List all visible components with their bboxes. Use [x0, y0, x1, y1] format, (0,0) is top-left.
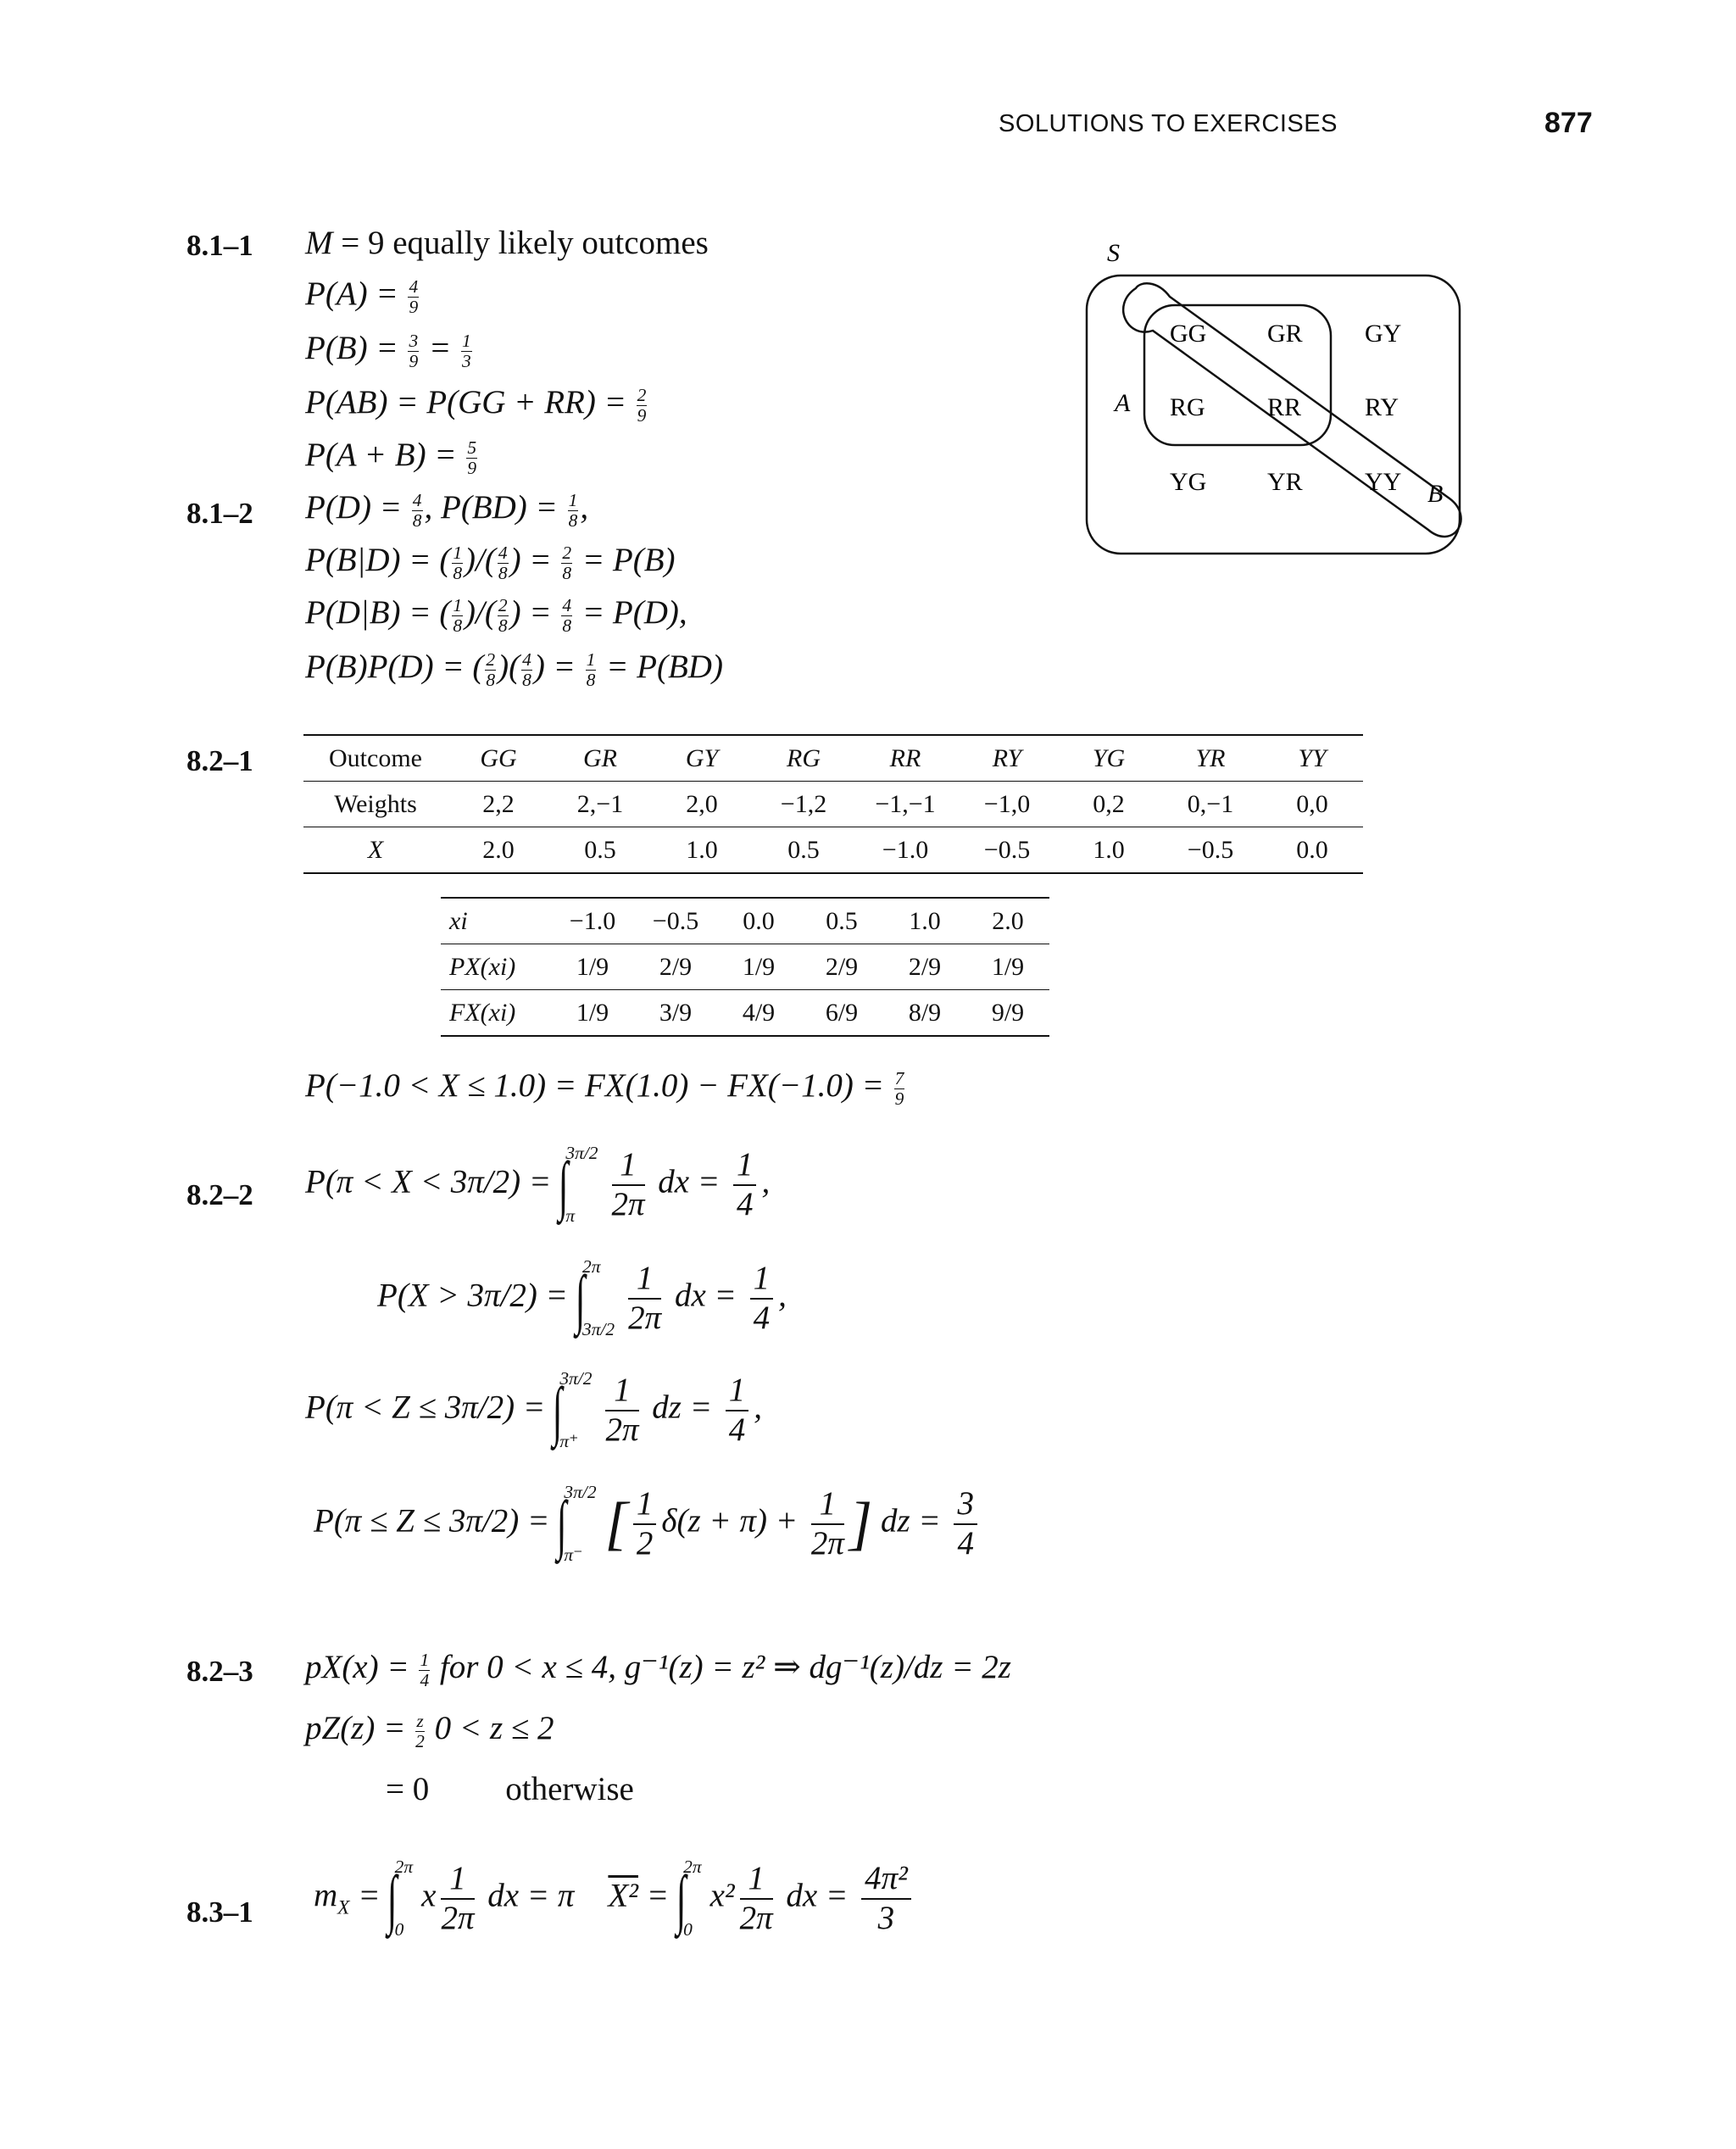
table-cell: 1/9: [717, 944, 800, 990]
equation-pz: pZ(z) = $\frac{z}{2}$ 0 < z ≤ 2: [305, 1710, 554, 1751]
equation-pab: P(AB) = P(GG + RR) = $\frac{2}{9}$: [305, 384, 647, 426]
distribution-table-xi-row: [441, 898, 1049, 944]
table-cell: Weights: [303, 782, 448, 827]
table-cell: 0.0: [1261, 827, 1363, 874]
equation-pa-plus-b: P(A + B) = $\frac{5}{9}$: [305, 437, 477, 478]
exercise-number-8-3-1: 8.3–1: [186, 1896, 253, 1929]
equation-interval-probability: P(−1.0 < X ≤ 1.0) = FX(1.0) − FX(−1.0) = $\frac{7}{9}$: [305, 1067, 904, 1109]
equation-pd-given-b: P(D|B) = ( $\frac{1}{8}$ )/( $\frac{2}{8}$ ) = $\frac{4}{8}$ = P(D),: [305, 594, 687, 636]
equation-outcomes: M = 9 equally likely outcomes: [305, 225, 709, 261]
distribution-table-cdf-row: [441, 990, 1049, 1037]
table-cell: 2/9: [800, 944, 883, 990]
table-cell: xi: [441, 898, 551, 944]
table-cell: 4/9: [717, 990, 800, 1037]
exercise-number-8-2-3: 8.2–3: [186, 1655, 253, 1688]
table-cell: 2.0: [966, 898, 1049, 944]
venn-cell-yy: YY: [1365, 468, 1402, 496]
table-cell: 0.5: [800, 898, 883, 944]
venn-label-s: S: [1107, 239, 1120, 267]
table-cell: YY: [1261, 735, 1363, 782]
outcome-table-header-row: [303, 735, 1363, 782]
venn-label-a: A: [1115, 389, 1131, 417]
table-cell: 0,−1: [1160, 782, 1261, 827]
table-cell: 2.0: [448, 827, 549, 874]
venn-cell-yg: YG: [1170, 468, 1207, 496]
outcome-table: [303, 734, 1363, 874]
equation-pb: P(B) = $\frac{3}{9}$ = $\frac{1}{3}$: [305, 330, 471, 371]
table-cell: −1,2: [753, 782, 854, 827]
exercise-number-8-1-2: 8.1–2: [186, 497, 253, 530]
venn-cell-yr: YR: [1267, 468, 1303, 496]
table-cell: 2,2: [448, 782, 549, 827]
table-cell: FX(xi): [441, 990, 551, 1037]
equation-pb-given-d: P(B|D) = ( $\frac{1}{8}$ )/( $\frac{4}{8}$ ) = $\frac{2}{8}$ = P(B): [305, 542, 676, 583]
table-cell: GG: [448, 735, 549, 782]
table-cell: 0.5: [753, 827, 854, 874]
table-cell: −1.0: [551, 898, 634, 944]
distribution-table: [441, 897, 1049, 1037]
equation-integral-3: P(π < Z ≤ 3π/2) = ∫ 3π/2 π⁺ $\frac{1}{2\pi}$ dz = $\frac{1}{4}$ ,: [305, 1368, 763, 1451]
table-cell: GR: [549, 735, 651, 782]
venn-cell-gr: GR: [1267, 320, 1303, 348]
exercise-number-8-2-1: 8.2–1: [186, 744, 253, 777]
equation-integral-2: P(X > 3π/2) = ∫ 2π 3π/2 $\frac{1}{2\pi}$ dx = $\frac{1}{4}$ ,: [377, 1256, 787, 1339]
table-cell: 2,0: [651, 782, 753, 827]
table-cell: −0.5: [956, 827, 1058, 874]
table-cell: PX(xi): [441, 944, 551, 990]
table-cell: 0.0: [717, 898, 800, 944]
venn-cell-rg: RG: [1170, 393, 1205, 421]
table-cell: YR: [1160, 735, 1261, 782]
venn-cell-rr: RR: [1267, 393, 1302, 421]
venn-diagram: [1077, 229, 1483, 568]
table-cell: −0.5: [634, 898, 717, 944]
distribution-table-pmf-row: [441, 944, 1049, 990]
table-cell: 0.5: [549, 827, 651, 874]
venn-label-b: B: [1427, 480, 1444, 508]
table-cell: 2/9: [634, 944, 717, 990]
running-title: SOLUTIONS TO EXERCISES: [999, 110, 1338, 137]
table-cell: −1.0: [854, 827, 956, 874]
table-cell: Outcome: [303, 735, 448, 782]
table-cell: 6/9: [800, 990, 883, 1037]
table-cell: 3/9: [634, 990, 717, 1037]
equation-mean-and-second-moment: $m_X$ = ∫ 2π 0 x $\frac{1}{2\pi}$ dx = π X² = ∫ 2π 0 x² $\frac{1}{2\pi}$ dx = $\frac{\text{4π²}}{3}$: [314, 1857, 916, 1940]
equation-integral-4: P(π ≤ Z ≤ 3π/2) = ∫ 3π/2 π⁻ [ $\frac{1}{2}$ δ(z + π) + $\frac{1}{2\pi}$ ] dz = $\frac{3}{4}$: [314, 1482, 982, 1566]
table-cell: YG: [1058, 735, 1160, 782]
table-cell: GY: [651, 735, 753, 782]
exercise-number-8-1-1: 8.1–1: [186, 229, 253, 262]
table-cell: RG: [753, 735, 854, 782]
venn-cell-ry: RY: [1365, 393, 1399, 421]
exercise-number-8-2-2: 8.2–2: [186, 1178, 253, 1211]
equation-pd-pbd: P(D) = $\frac{4}{8}$ , P(BD) = $\frac{1}{8}$ ,: [305, 489, 589, 531]
table-cell: −0.5: [1160, 827, 1261, 874]
outcome-table-weights-row: [303, 782, 1363, 827]
equation-px: pX(x) = $\frac{1}{4}$ for 0 < x ≤ 4, g⁻¹(z) = z² ⇒ dg⁻¹(z)/dz = 2z: [305, 1649, 1011, 1690]
table-cell: 1.0: [883, 898, 966, 944]
equation-pa: P(A) = $\frac{4}{9}$: [305, 276, 419, 317]
table-cell: 0,2: [1058, 782, 1160, 827]
table-cell: 1.0: [651, 827, 753, 874]
table-cell: −1,−1: [854, 782, 956, 827]
table-cell: 0,0: [1261, 782, 1363, 827]
table-cell: 2/9: [883, 944, 966, 990]
equation-pz-otherwise: = 0 otherwise: [386, 1771, 634, 1807]
table-cell: 1/9: [551, 990, 634, 1037]
venn-cell-gg: GG: [1170, 320, 1207, 348]
table-cell: −1,0: [956, 782, 1058, 827]
table-cell: 1/9: [551, 944, 634, 990]
equation-integral-1: P(π < X < 3π/2) = ∫ 3π/2 π $\frac{1}{2\pi}$ dx = $\frac{1}{4}$ ,: [305, 1143, 771, 1226]
page-number: 877: [1544, 107, 1593, 139]
table-cell: 9/9: [966, 990, 1049, 1037]
table-cell: 1/9: [966, 944, 1049, 990]
table-cell: 1.0: [1058, 827, 1160, 874]
table-cell: X: [303, 827, 448, 874]
table-cell: 8/9: [883, 990, 966, 1037]
venn-cell-gy: GY: [1365, 320, 1402, 348]
table-cell: RR: [854, 735, 956, 782]
outcome-table-x-row: [303, 827, 1363, 874]
equation-pbpd: P(B)P(D) = ( $\frac{2}{8}$ )( $\frac{4}{8}$ ) = $\frac{1}{8}$ = P(BD): [305, 649, 723, 690]
table-cell: RY: [956, 735, 1058, 782]
table-cell: 2,−1: [549, 782, 651, 827]
